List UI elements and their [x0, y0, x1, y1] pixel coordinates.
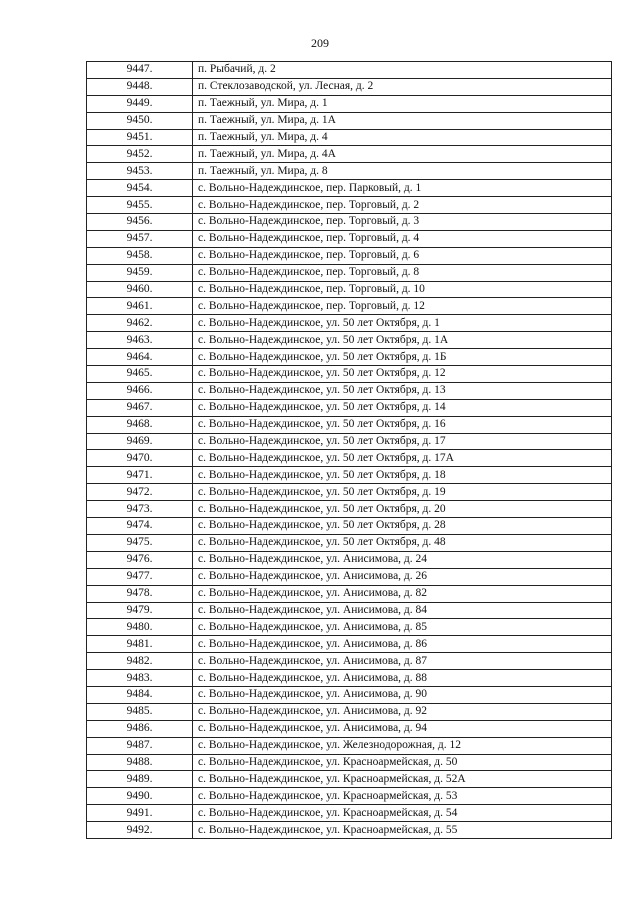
row-address: с. Вольно-Надеждинское, ул. Анисимова, д. 24: [193, 551, 612, 568]
table-row: [87, 332, 612, 349]
table-row: [87, 416, 612, 433]
table-row: [87, 230, 612, 247]
table-row: [87, 720, 612, 737]
row-address: с. Вольно-Надеждинское, ул. Красноармейская, д. 53: [193, 788, 612, 805]
row-number: 9454.: [87, 180, 193, 197]
row-address: с. Вольно-Надеждинское, ул. Железнодорожная, д. 12: [193, 737, 612, 754]
row-address: с. Вольно-Надеждинское, пер. Торговый, д. 8: [193, 264, 612, 281]
row-address: с. Вольно-Надеждинское, ул. Красноармейская, д. 54: [193, 805, 612, 822]
table-row: [87, 501, 612, 518]
row-address: с. Вольно-Надеждинское, ул. 50 лет Октября, д. 19: [193, 484, 612, 501]
table-row: [87, 349, 612, 366]
row-address: с. Вольно-Надеждинское, ул. Анисимова, д. 94: [193, 720, 612, 737]
table-row: [87, 180, 612, 197]
table-row: [87, 214, 612, 231]
row-address: с. Вольно-Надеждинское, ул. Анисимова, д. 86: [193, 636, 612, 653]
table-row: [87, 298, 612, 315]
row-number: 9473.: [87, 501, 193, 518]
table-row: [87, 737, 612, 754]
row-number: 9465.: [87, 366, 193, 383]
table-row: [87, 653, 612, 670]
table-row: [87, 247, 612, 264]
row-number: 9456.: [87, 214, 193, 231]
row-number: 9492.: [87, 822, 193, 839]
row-address: с. Вольно-Надеждинское, ул. Красноармейская, д. 52А: [193, 771, 612, 788]
row-address: с. Вольно-Надеждинское, ул. 50 лет Октября, д. 1Б: [193, 349, 612, 366]
row-number: 9452.: [87, 146, 193, 163]
row-number: 9464.: [87, 349, 193, 366]
row-number: 9462.: [87, 315, 193, 332]
row-address: с. Вольно-Надеждинское, ул. 50 лет Октября, д. 48: [193, 534, 612, 551]
table-row: [87, 619, 612, 636]
table-row: [87, 602, 612, 619]
row-address: с. Вольно-Надеждинское, ул. Анисимова, д. 88: [193, 670, 612, 687]
table-row: [87, 754, 612, 771]
row-number: 9488.: [87, 754, 193, 771]
table-row: [87, 78, 612, 95]
table-row: [87, 467, 612, 484]
table-row: [87, 568, 612, 585]
row-address: п. Рыбачий, д. 2: [193, 62, 612, 79]
row-number: 9479.: [87, 602, 193, 619]
row-address: с. Вольно-Надеждинское, ул. 50 лет Октября, д. 1: [193, 315, 612, 332]
table-row: [87, 703, 612, 720]
row-number: 9472.: [87, 484, 193, 501]
row-number: 9470.: [87, 450, 193, 467]
row-address: с. Вольно-Надеждинское, ул. Анисимова, д. 82: [193, 585, 612, 602]
row-address: с. Вольно-Надеждинское, ул. 50 лет Октября, д. 12: [193, 366, 612, 383]
row-address: с. Вольно-Надеждинское, ул. 50 лет Октября, д. 20: [193, 501, 612, 518]
row-address: с. Вольно-Надеждинское, пер. Торговый, д. 2: [193, 197, 612, 214]
row-address: с. Вольно-Надеждинское, ул. 50 лет Октября, д. 17А: [193, 450, 612, 467]
table-row: [87, 382, 612, 399]
table-row: [87, 805, 612, 822]
row-address: с. Вольно-Надеждинское, пер. Торговый, д. 4: [193, 230, 612, 247]
row-address: п. Таежный, ул. Мира, д. 4А: [193, 146, 612, 163]
table-row: [87, 771, 612, 788]
row-number: 9482.: [87, 653, 193, 670]
table-row: [87, 518, 612, 535]
row-address: с. Вольно-Надеждинское, ул. Красноармейская, д. 55: [193, 822, 612, 839]
row-number: 9448.: [87, 78, 193, 95]
row-address: с. Вольно-Надеждинское, ул. 50 лет Октября, д. 28: [193, 518, 612, 535]
row-address: с. Вольно-Надеждинское, ул. 50 лет Октября, д. 18: [193, 467, 612, 484]
row-number: 9459.: [87, 264, 193, 281]
row-number: 9475.: [87, 534, 193, 551]
row-number: 9449.: [87, 95, 193, 112]
table-row: [87, 822, 612, 839]
row-number: 9481.: [87, 636, 193, 653]
row-number: 9460.: [87, 281, 193, 298]
row-number: 9491.: [87, 805, 193, 822]
row-address: с. Вольно-Надеждинское, ул. Анисимова, д. 26: [193, 568, 612, 585]
table-row: [87, 399, 612, 416]
row-address: п. Таежный, ул. Мира, д. 8: [193, 163, 612, 180]
row-address: п. Таежный, ул. Мира, д. 1: [193, 95, 612, 112]
row-number: 9484.: [87, 686, 193, 703]
row-number: 9490.: [87, 788, 193, 805]
row-address: с. Вольно-Надеждинское, ул. Анисимова, д. 87: [193, 653, 612, 670]
row-number: 9463.: [87, 332, 193, 349]
row-number: 9474.: [87, 518, 193, 535]
row-number: 9457.: [87, 230, 193, 247]
table-row: [87, 670, 612, 687]
table-row: [87, 585, 612, 602]
address-table: [86, 61, 612, 839]
row-number: 9480.: [87, 619, 193, 636]
row-address: с. Вольно-Надеждинское, ул. Анисимова, д. 90: [193, 686, 612, 703]
row-number: 9468.: [87, 416, 193, 433]
row-address: с. Вольно-Надеждинское, ул. 50 лет Октября, д. 1А: [193, 332, 612, 349]
row-address: с. Вольно-Надеждинское, ул. Анисимова, д. 92: [193, 703, 612, 720]
row-address: п. Таежный, ул. Мира, д. 1А: [193, 112, 612, 129]
table-row: [87, 788, 612, 805]
row-address: с. Вольно-Надеждинское, пер. Торговый, д. 12: [193, 298, 612, 315]
table-row: [87, 484, 612, 501]
row-number: 9485.: [87, 703, 193, 720]
table-row: [87, 62, 612, 79]
row-number: 9451.: [87, 129, 193, 146]
table-row: [87, 636, 612, 653]
row-address: с. Вольно-Надеждинское, пер. Торговый, д. 6: [193, 247, 612, 264]
row-number: 9458.: [87, 247, 193, 264]
row-number: 9471.: [87, 467, 193, 484]
row-number: 9478.: [87, 585, 193, 602]
row-address: с. Вольно-Надеждинское, ул. Анисимова, д. 84: [193, 602, 612, 619]
table-row: [87, 450, 612, 467]
table-row: [87, 281, 612, 298]
address-table-body: [87, 62, 612, 839]
row-number: 9453.: [87, 163, 193, 180]
table-row: [87, 551, 612, 568]
row-address: п. Таежный, ул. Мира, д. 4: [193, 129, 612, 146]
table-row: [87, 366, 612, 383]
table-row: [87, 163, 612, 180]
row-number: 9466.: [87, 382, 193, 399]
row-address: с. Вольно-Надеждинское, ул. 50 лет Октября, д. 17: [193, 433, 612, 450]
row-number: 9447.: [87, 62, 193, 79]
row-address: с. Вольно-Надеждинское, пер. Торговый, д. 3: [193, 214, 612, 231]
row-address: с. Вольно-Надеждинское, пер. Парковый, д. 1: [193, 180, 612, 197]
row-address: с. Вольно-Надеждинское, ул. 50 лет Октября, д. 13: [193, 382, 612, 399]
table-row: [87, 315, 612, 332]
table-row: [87, 129, 612, 146]
table-row: [87, 534, 612, 551]
row-number: 9489.: [87, 771, 193, 788]
row-number: 9477.: [87, 568, 193, 585]
page-number: 209: [311, 36, 329, 50]
table-row: [87, 146, 612, 163]
row-address: с. Вольно-Надеждинское, ул. Анисимова, д. 85: [193, 619, 612, 636]
row-address: с. Вольно-Надеждинское, пер. Торговый, д. 10: [193, 281, 612, 298]
row-number: 9486.: [87, 720, 193, 737]
row-number: 9483.: [87, 670, 193, 687]
row-address: с. Вольно-Надеждинское, ул. 50 лет Октября, д. 16: [193, 416, 612, 433]
table-row: [87, 433, 612, 450]
row-number: 9455.: [87, 197, 193, 214]
table-row: [87, 686, 612, 703]
row-address: с. Вольно-Надеждинское, ул. 50 лет Октября, д. 14: [193, 399, 612, 416]
row-address: с. Вольно-Надеждинское, ул. Красноармейская, д. 50: [193, 754, 612, 771]
table-row: [87, 264, 612, 281]
row-number: 9467.: [87, 399, 193, 416]
table-row: [87, 95, 612, 112]
table-row: [87, 112, 612, 129]
row-number: 9476.: [87, 551, 193, 568]
row-number: 9450.: [87, 112, 193, 129]
row-number: 9487.: [87, 737, 193, 754]
table-row: [87, 197, 612, 214]
row-number: 9469.: [87, 433, 193, 450]
row-address: п. Стеклозаводской, ул. Лесная, д. 2: [193, 78, 612, 95]
row-number: 9461.: [87, 298, 193, 315]
